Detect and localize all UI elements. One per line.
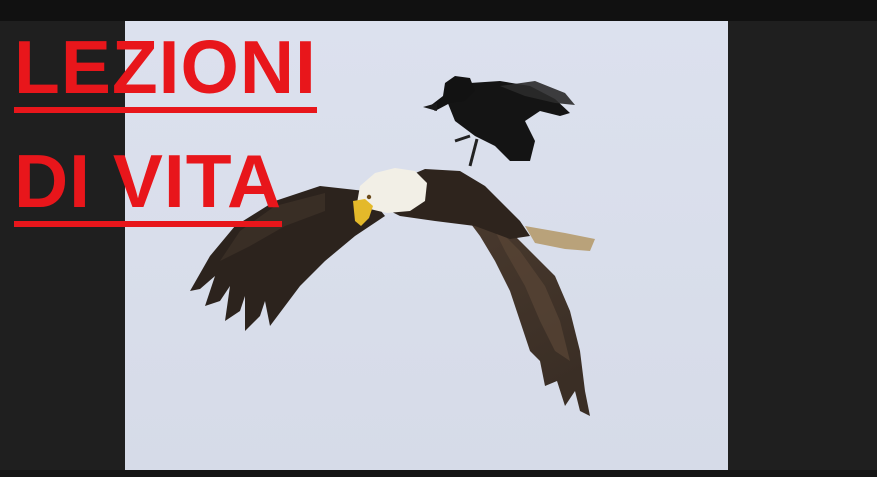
top-bar — [0, 0, 877, 21]
caption-line-2: DI VITA — [14, 144, 282, 227]
caption-line-1: LEZIONI — [14, 30, 317, 113]
bottom-bar — [0, 470, 877, 477]
